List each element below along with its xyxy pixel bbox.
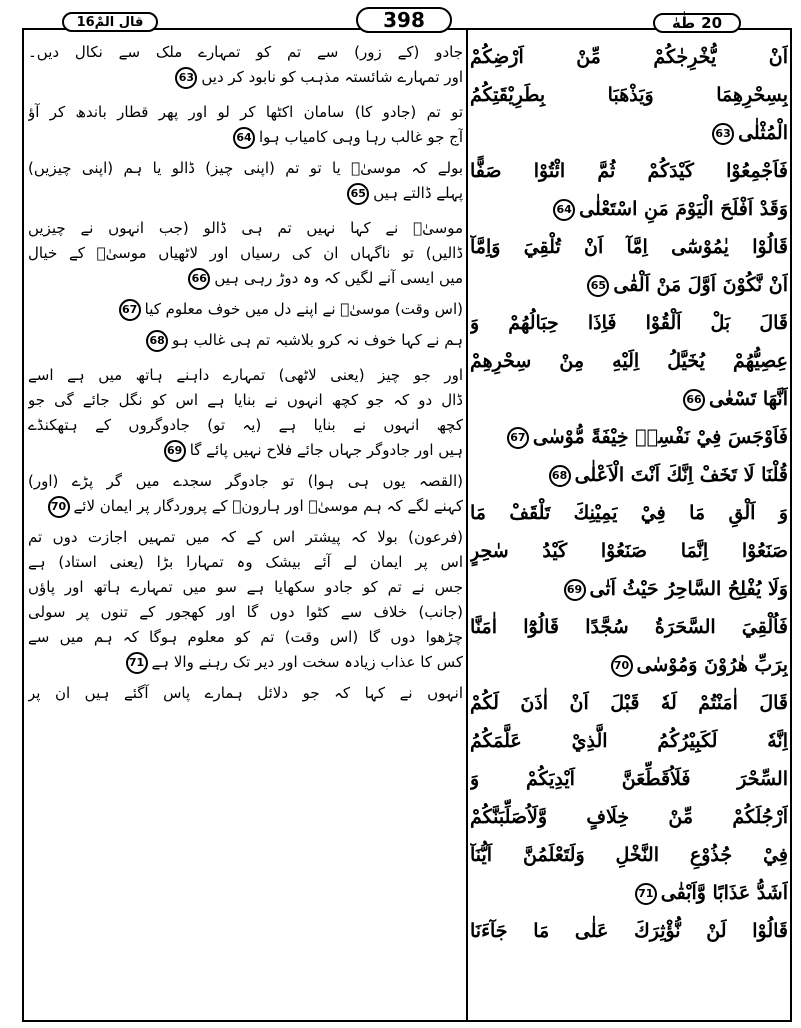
arabic-line-text: فَاَجْمِعُوْا كَيْدَكُمْ ثُمَّ ائْتُوْا صَفًّا [470, 160, 788, 182]
urdu-line-text: بولے کہ موسیٰؑ یا تو تم (اپنی چیز) ڈالو یا ہم (اپنی چیزیں) [28, 159, 463, 177]
urdu-line-text: ڈال دو کہ جو کچھ انہوں نے بنایا ہے اس کو نگل جائے گی جو [28, 391, 463, 409]
urdu-line [28, 40, 463, 65]
urdu-line-text: ہم نے کہا خوف نہ کرو بلاشبہ تم ہی غالب ہو [172, 331, 463, 349]
arabic-line [470, 722, 788, 760]
urdu-line [28, 681, 463, 706]
verse-number-marker: 64 [233, 127, 255, 149]
juz-label: قال المْ16 [62, 12, 158, 32]
arabic-line-text: اَنْ يُّخْرِجٰكُمْ مِّنْ اَرْضِكُمْ [470, 46, 788, 68]
urdu-line-text: اور تمہارے شائستہ مذہب کو نابود کر دیں [201, 68, 463, 86]
urdu-line-text: انہوں نے کہا کہ جو دلائل ہمارے پاس آگئے ہیں ان پر [28, 684, 463, 702]
arabic-line [470, 608, 788, 646]
verse-number-marker: 68 [549, 465, 571, 487]
arabic-line [470, 760, 788, 798]
arabic-line [470, 570, 788, 608]
urdu-line [28, 525, 463, 550]
urdu-line [28, 550, 463, 575]
arabic-line-text: قُلْنَا لَا تَخَفْ اِنَّكَ اَنْتَ الْاَعْلٰى [574, 464, 788, 486]
urdu-line [28, 328, 463, 353]
arabic-line-text: عِصِيُّهُمْ يُخَيَّلُ اِلَيْهِ مِنْ سِحْرِهِمْ [470, 350, 788, 372]
arabic-line-text: اَنَّهَا تَسْعٰى [709, 388, 788, 410]
arabic-line [470, 228, 788, 266]
arabic-line-text: وَقَدْ اَفْلَحَ الْيَوْمَ مَنِ اسْتَعْلٰى [579, 198, 788, 220]
urdu-line [28, 297, 463, 322]
urdu-translation-column [28, 40, 463, 706]
arabic-line [470, 266, 788, 304]
urdu-line [28, 413, 463, 438]
arabic-line [470, 304, 788, 342]
arabic-text-column [470, 38, 788, 950]
urdu-line [28, 494, 463, 519]
verse-number-marker: 65 [587, 275, 609, 297]
urdu-line [28, 363, 463, 388]
surah-header [653, 13, 741, 33]
urdu-line [28, 600, 463, 625]
arabic-line-text: قَالَ اٰمَنْتُمْ لَهٗ قَبْلَ اَنْ اٰذَنَ لَكُمْ [470, 692, 788, 714]
arabic-line-text: اَنْ نَّكُوْنَ اَوَّلَ مَنْ اَلْقٰى [613, 274, 788, 296]
verse-number-marker: 64 [553, 199, 575, 221]
verse-number-marker: 67 [507, 427, 529, 449]
urdu-line [28, 388, 463, 413]
urdu-line-text: ڈالیں) تو ناگہاں ان کی رسیاں اور لاٹھیاں موسیٰؑ کے خیال [28, 244, 463, 262]
arabic-line [470, 380, 788, 418]
arabic-line-text: فَاَوْجَسَ فِيْ نَفْسِهٖ خِيْفَةً مُّوْسٰى [532, 426, 788, 448]
urdu-line-text: ہیں اور جادوگر جہاں جائے فلاح نہیں پائے گا [189, 441, 463, 459]
verse-number-marker: 66 [683, 389, 705, 411]
verse-number-marker: 71 [635, 883, 657, 905]
arabic-line [470, 76, 788, 114]
urdu-line-text: جادو (کے زور) سے تم کو تمہارے ملک سے نکال دیں۔ [28, 43, 463, 61]
urdu-line [28, 575, 463, 600]
urdu-line [28, 65, 463, 90]
verse-number-marker: 67 [119, 299, 141, 321]
arabic-line-text: صَنَعُوْا اِنَّمَا صَنَعُوْا كَيْدُ سٰحِرٍ [470, 540, 788, 562]
urdu-line [28, 650, 463, 675]
arabic-line [470, 798, 788, 836]
urdu-line [28, 125, 463, 150]
surah-number: 20 [701, 14, 723, 32]
urdu-line-text: آج جو غالب رہا وہی کامیاب ہوا [258, 128, 463, 146]
arabic-line [470, 912, 788, 950]
urdu-line [28, 625, 463, 650]
arabic-line-text: وَلَا يُفْلِحُ السَّاحِرُ حَيْثُ اَتٰى [589, 578, 788, 600]
arabic-line [470, 684, 788, 722]
arabic-line-text: فِيْ جُذُوْعِ النَّخْلِ وَلَتَعْلَمُنَّ اَيُّنَآ [470, 844, 788, 866]
arabic-line [470, 646, 788, 684]
arabic-line [470, 152, 788, 190]
urdu-line-text: موسیٰؑ نے کہا نہیں تم ہی ڈالو (جب انہوں نے چیزیں [28, 219, 463, 237]
urdu-line-text: میں ایسی آنے لگیں کہ وہ دوڑ رہی ہیں [214, 269, 463, 287]
urdu-line-text: کس کا عذاب زیادہ سخت اور دیر تک رہنے والا ہے [151, 653, 463, 671]
arabic-line-text: بِرَبِّ هٰرُوْنَ وَمُوْسٰى [636, 654, 788, 676]
verse-number-marker: 63 [712, 123, 734, 145]
urdu-line-text: کچھ انہوں نے بنایا ہے (یہ تو) جادوگروں کے ہتھکنڈے [28, 416, 463, 434]
arabic-line-text: بِسِحْرِهِمَا وَيَذْهَبَا بِطَرِيْقَتِكُمُ [470, 84, 788, 106]
arabic-line-text: فَاُلْقِيَ السَّحَرَةُ سُجَّدًا قَالُوْٓا اٰمَنَّا [470, 616, 788, 638]
verse-number-marker: 68 [146, 330, 168, 352]
urdu-line [28, 241, 463, 266]
verse-number-marker: 63 [175, 67, 197, 89]
verse-number-marker: 70 [48, 496, 70, 518]
urdu-line-text: (فرعون) بولا کہ پیشتر اس کے کہ میں تمہیں اجازت دوں تم [28, 528, 463, 546]
urdu-line-text: پہلے ڈالتے ہیں [373, 184, 463, 202]
urdu-line [28, 216, 463, 241]
urdu-line-text: اور جو چیز (یعنی لاٹھی) تمہارے داہنے ہاتھ میں ہے اسے [28, 366, 463, 384]
arabic-line-text: اَرْجُلَكُمْ مِّنْ خِلَافٍ وَّلَاُصَلِّبَنَّكُمْ [470, 806, 788, 828]
arabic-line-text: قَالُوْا لَنْ نُّؤْثِرَكَ عَلٰى مَا جَآءَنَا [470, 920, 788, 942]
surah-name: طٰهٰ [671, 14, 696, 32]
arabic-line-text: اِنَّهٗ لَكَبِيْرُكُمُ الَّذِيْ عَلَّمَكُمُ [470, 730, 788, 752]
arabic-line-text: اَشَدُّ عَذَابًا وَّاَبْقٰى [660, 882, 788, 904]
urdu-line [28, 181, 463, 206]
urdu-line [28, 100, 463, 125]
arabic-line-text: السِّحْرَ فَلَاُقَطِّعَنَّ اَيْدِيَكُمْ وَ [470, 768, 788, 790]
arabic-line [470, 38, 788, 76]
arabic-line-text: قَالُوْا يٰمُوْسٰٓى اِمَّآ اَنْ تُلْقِيَ وَاِمَّآ [470, 236, 788, 258]
arabic-line [470, 874, 788, 912]
verse-number-marker: 66 [188, 268, 210, 290]
arabic-line [470, 418, 788, 456]
arabic-line [470, 456, 788, 494]
arabic-line-text: قَالَ بَلْ اَلْقُوْا فَاِذَا حِبَالُهُمْ وَ [470, 312, 788, 334]
urdu-line-text: (القصہ یوں ہی ہوا) تو جادوگر سجدے میں گر پڑے (اور) [28, 472, 463, 490]
arabic-line [470, 494, 788, 532]
verse-number-marker: 71 [126, 652, 148, 674]
arabic-line [470, 190, 788, 228]
urdu-line [28, 266, 463, 291]
arabic-line [470, 532, 788, 570]
arabic-line-text: وَ اَلْقِ مَا فِيْ يَمِيْنِكَ تَلْقَفْ مَا [470, 502, 788, 524]
arabic-line [470, 342, 788, 380]
urdu-line-text: تو تم (جادو کا) سامان اکٹھا کر لو اور پھر قطار باندھ کر آؤ [28, 103, 463, 121]
urdu-line-text: چڑھوا دوں گا (اس وقت) تم کو معلوم ہوگا کہ ہم میں سے [28, 628, 463, 646]
verse-number-marker: 69 [164, 440, 186, 462]
urdu-line [28, 438, 463, 463]
urdu-line-text: (اس وقت) موسیٰؑ نے اپنے دل میں خوف معلوم کیا [144, 300, 463, 318]
arabic-line [470, 114, 788, 152]
urdu-line-text: (جانب) خلاف سے کٹوا دوں گا اور کھجور کے تنوں پر سولی [28, 603, 463, 621]
page-number: 398 [356, 7, 452, 33]
arabic-line-text: الْمُثْلٰى [738, 122, 788, 144]
verse-number-marker: 65 [347, 183, 369, 205]
urdu-line-text: اس پر ایمان لے آئے بیشک وہ تمہارا بڑا (یعنی استاد) ہے [28, 553, 463, 571]
urdu-line [28, 469, 463, 494]
column-divider [466, 28, 468, 1022]
urdu-line [28, 156, 463, 181]
urdu-line-text: جس نے تم کو جادو سکھایا ہے سو میں تمہارے ہاتھ اور پاؤں [28, 578, 463, 596]
arabic-line [470, 836, 788, 874]
verse-number-marker: 69 [564, 579, 586, 601]
urdu-line-text: کہنے لگے کہ ہم موسیٰؑ اور ہارونؑ کے پروردگار پر ایمان لائے [73, 497, 463, 515]
verse-number-marker: 70 [611, 655, 633, 677]
